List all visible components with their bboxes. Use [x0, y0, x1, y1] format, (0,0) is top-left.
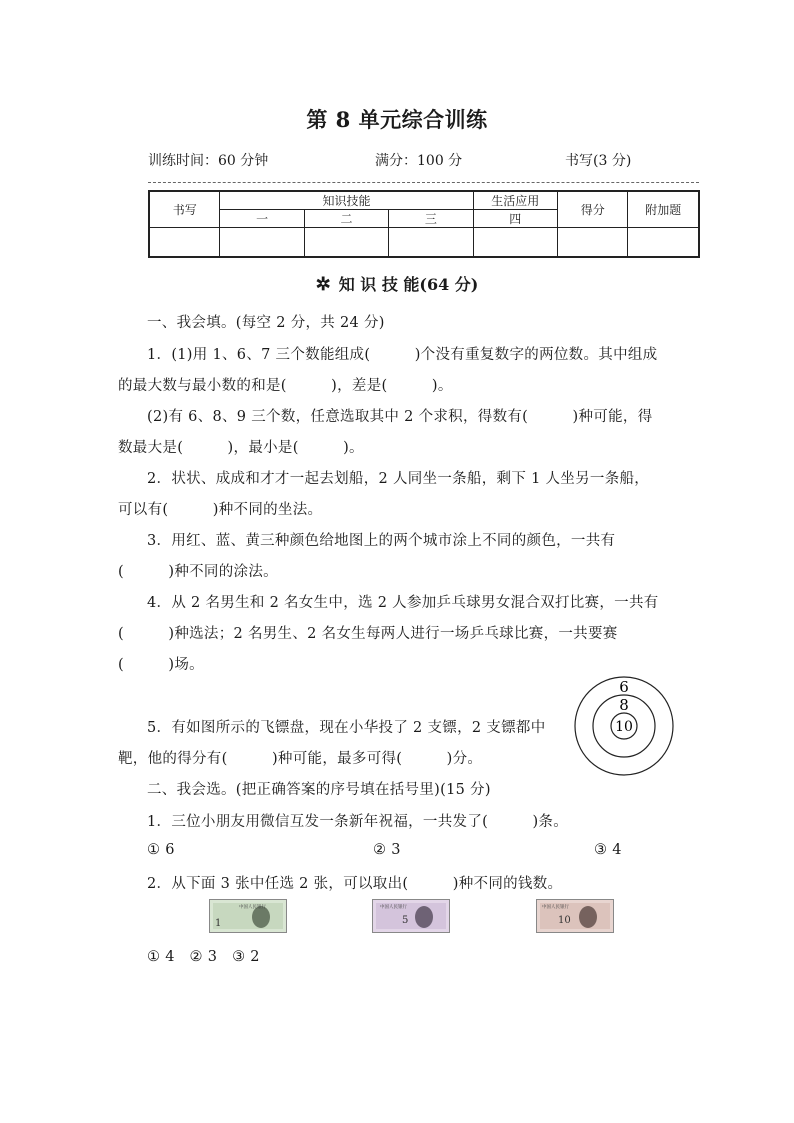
question-5-line1: 5．有如图所示的飞镖盘，现在小华投了 2 支镖，2 支镖都中 [147, 720, 546, 736]
col-score: 得分 [557, 191, 627, 228]
section-heading: ✲ 知 识 技 能(64 分) [315, 274, 479, 295]
svg-text:中国人民银行: 中国人民银行 [239, 905, 266, 910]
score-cell[interactable] [628, 228, 699, 258]
svg-text:中国人民银行: 中国人民银行 [380, 905, 407, 910]
question-1b-line1: (2)有 6、8、9 三个数，任意选取其中 2 个求积，得数有( )种可能，得 [147, 409, 653, 425]
banknote-10-yuan [536, 899, 614, 933]
question-2-line1: 2．状状、成成和才才一起去划船，2 人同坐一条船，剩下 1 人坐另一条船， [147, 471, 650, 487]
score-cell[interactable] [304, 228, 388, 258]
choice-1-option-a[interactable]: ① 6 [147, 842, 175, 858]
question-1a-line1: 1．(1)用 1、6、7 三个数能组成( )个没有重复数字的两位数。其中组成 [147, 347, 658, 363]
score-cell[interactable] [149, 228, 220, 258]
question-4-line1: 4．从 2 名男生和 2 名女生中，选 2 人参加乒乓球男女混合双打比赛，一共有 [147, 595, 659, 611]
dartboard-figure [574, 676, 674, 776]
question-4-line2: ( )种选法；2 名男生、2 名女生每两人进行一场乒乓球比赛，一共要赛 [118, 626, 618, 642]
col-bonus: 附加题 [628, 191, 699, 228]
col-two: 二 [304, 210, 388, 228]
col-life: 生活应用 [473, 191, 557, 210]
portrait-icon [579, 906, 597, 928]
time-label: 训练时间：60 分钟 [148, 153, 269, 169]
portrait-icon [415, 906, 433, 928]
dartboard-score-middle: 8 [619, 696, 629, 714]
col-three: 三 [389, 210, 473, 228]
divider [148, 182, 699, 183]
dartboard-score-outer: 6 [619, 678, 629, 696]
col-one: 一 [220, 210, 304, 228]
question-3-line2: ( )种不同的涂法。 [118, 564, 278, 580]
part2-title: 二、我会选。(把正确答案的序号填在括号里)(15 分) [147, 782, 491, 798]
score-cell[interactable] [473, 228, 557, 258]
question-2-line2: 可以有( )种不同的坐法。 [118, 502, 323, 518]
score-cell[interactable] [389, 228, 473, 258]
question-1a-line2: 的最大数与最小数的和是( )，差是( )。 [118, 378, 453, 394]
col-writing: 书写 [149, 191, 220, 228]
writing-score-label: 书写(3 分) [565, 153, 632, 169]
svg-text:10: 10 [558, 915, 571, 926]
score-table [148, 190, 700, 258]
part1-title: 一、我会填。(每空 2 分，共 24 分) [147, 315, 385, 331]
question-1b-line2: 数最大是( )，最小是( )。 [118, 440, 364, 456]
svg-text:1: 1 [215, 918, 222, 929]
question-4-line3: ( )场。 [118, 657, 204, 673]
choice-1-option-b[interactable]: ② 3 [373, 842, 401, 858]
flower-icon: ✲ [315, 274, 331, 295]
score-cell[interactable] [557, 228, 627, 258]
question-3-line1: 3．用红、蓝、黄三种颜色给地图上的两个城市涂上不同的颜色，一共有 [147, 533, 616, 549]
question-5-line2: 靶，他的得分有( )种可能，最多可得( )分。 [118, 751, 483, 767]
choice-1-option-c[interactable]: ③ 4 [594, 842, 622, 858]
dartboard-score-inner: 10 [615, 719, 633, 735]
banknote-1-yuan [209, 899, 287, 933]
svg-text:5: 5 [402, 915, 409, 926]
choice-2: 2．从下面 3 张中任选 2 张，可以取出( )种不同的钱数。 [147, 876, 563, 892]
col-four: 四 [473, 210, 557, 228]
choice-2-options[interactable]: ① 4 ② 3 ③ 2 [147, 949, 260, 965]
banknote-5-yuan [372, 899, 450, 933]
col-knowledge: 知识技能 [220, 191, 473, 210]
choice-1: 1．三位小朋友用微信互发一条新年祝福，一共发了( )条。 [147, 814, 569, 830]
full-score-label: 满分：100 分 [375, 153, 463, 169]
page-title: 第 8 单元综合训练 [306, 107, 488, 132]
score-cell[interactable] [220, 228, 304, 258]
svg-text:中国人民银行: 中国人民银行 [542, 905, 569, 910]
